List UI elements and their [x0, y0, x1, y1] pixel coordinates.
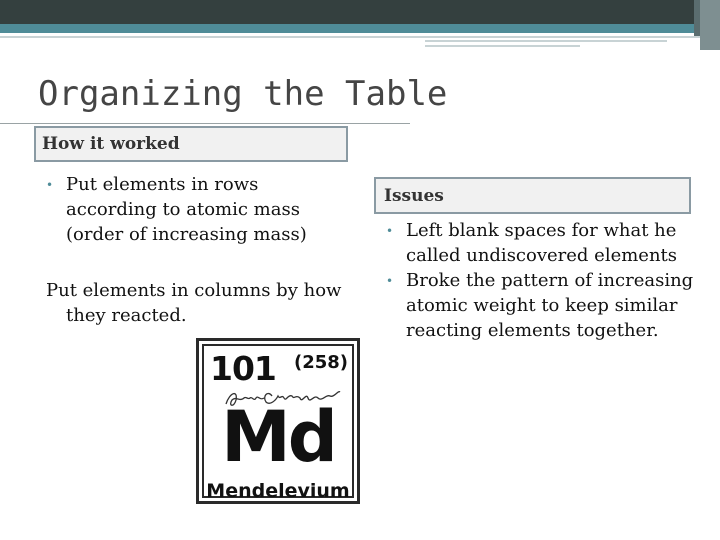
element-tile-image: [196, 338, 360, 504]
left-paragraph-text: Put elements in columns by how they reacted.: [46, 280, 342, 326]
bullet-icon: •: [46, 178, 54, 192]
right-bullet: [386, 218, 696, 268]
left-bullet-text: Put elements in rows according to atomic mass (order of increasing mass): [66, 174, 307, 245]
how-it-worked-header: How it worked: [34, 126, 348, 162]
left-paragraph: [46, 278, 346, 328]
top-dark-bar: [0, 0, 720, 24]
element-name: Mendelevium: [206, 480, 350, 502]
atomic-mass: (258): [293, 352, 348, 373]
issues-header: Issues: [374, 177, 691, 214]
decor-line: [425, 40, 667, 42]
top-accent-bar: [0, 24, 720, 33]
top-right-block: [700, 0, 720, 50]
element-symbol: Md: [221, 396, 335, 478]
atomic-number: 101: [210, 349, 276, 388]
decor-line: [0, 36, 700, 38]
element-tile-frame: [202, 344, 354, 502]
right-bullet-text: Left blank spaces for what he called undiscovered elements: [406, 220, 678, 266]
right-bullet-text: Broke the pattern of increasing atomic weight to keep similar reacting elements together.: [406, 270, 694, 341]
decor-line: [425, 45, 580, 47]
bullet-icon: •: [386, 274, 394, 288]
bullet-icon: •: [386, 224, 394, 238]
slide-title: Organizing the Table: [38, 74, 448, 114]
right-bullet: [386, 268, 696, 343]
title-underline: [0, 123, 410, 124]
left-bullet: [46, 172, 346, 247]
